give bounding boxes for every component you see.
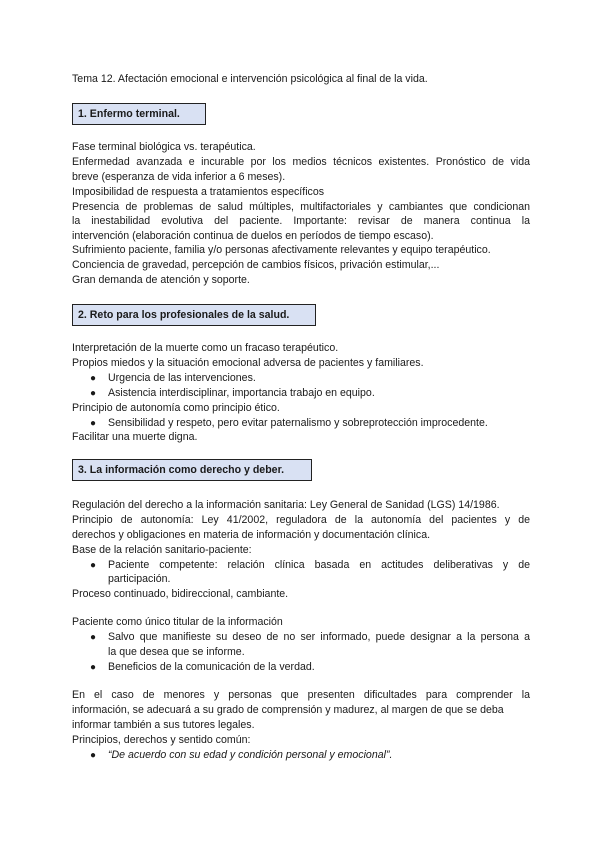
- bullet-icon: ●: [90, 632, 97, 643]
- paragraph-line: Principio de autonomía: Ley 41/2002, reguladora de la autonomía del pacientes y de: [72, 514, 530, 526]
- section-heading-reto-profesionales: 2. Reto para los profesionales de la salud.: [72, 304, 316, 326]
- bullet-icon: ●: [90, 662, 97, 673]
- paragraph-line: información, se adecuará a su grado de comprensión y madurez, al margen de que se deba: [72, 704, 504, 716]
- bullet-item: Urgencia de las intervenciones.: [108, 372, 256, 384]
- paragraph-line: Proceso continuado, bidireccional, cambiante.: [72, 588, 289, 600]
- paragraph-line: intervención (elaboración continua de duelos en períodos de tiempo escaso).: [72, 230, 434, 242]
- section-heading-enfermo-terminal: 1. Enfermo terminal.: [72, 103, 206, 125]
- paragraph-line: Paciente como único titular de la información: [72, 616, 283, 628]
- paragraph-line: Enfermedad avanzada e incurable por los medios técnicos existentes. Pronóstico de vida: [72, 156, 530, 168]
- paragraph-line: informar también a sus tutores legales.: [72, 719, 255, 731]
- document-title: Tema 12. Afectación emocional e intervención psicológica al final de la vida.: [72, 73, 428, 85]
- bullet-icon: ●: [90, 373, 97, 384]
- paragraph-line: Propios miedos y la situación emocional adversa de pacientes y familiares.: [72, 357, 424, 369]
- paragraph-line: derechos y obligaciones en materia de información y documentación clínica.: [72, 529, 431, 541]
- paragraph-line: Sufrimiento paciente, familia y/o personas afectivamente relevantes y equipo terapéutico.: [72, 244, 491, 256]
- paragraph-line: Imposibilidad de respuesta a tratamientos específicos: [72, 186, 325, 198]
- bullet-icon: ●: [90, 750, 97, 761]
- paragraph-line: Interpretación de la muerte como un fracaso terapéutico.: [72, 342, 339, 354]
- bullet-icon: ●: [90, 388, 97, 399]
- bullet-item: Paciente competente: relación clínica basada en actitudes deliberativas y de: [108, 559, 530, 571]
- bullet-item: Asistencia interdisciplinar, importancia trabajo en equipo.: [108, 387, 375, 399]
- bullet-item: Beneficios de la comunicación de la verdad.: [108, 661, 315, 673]
- paragraph-line: la inestabilidad evolutiva del paciente. Importante: revisar de manera continua la: [72, 215, 530, 227]
- bullet-item-quote: “De acuerdo con su edad y condición personal y emocional”.: [108, 749, 393, 761]
- section-heading-informacion: 3. La información como derecho y deber.: [72, 459, 312, 481]
- paragraph-line: Facilitar una muerte digna.: [72, 431, 198, 443]
- bullet-item-continuation: participación.: [108, 573, 171, 585]
- paragraph-line: Presencia de problemas de salud múltiples, multifactoriales y cambiantes que condicionan: [72, 201, 530, 213]
- bullet-item: Sensibilidad y respeto, pero evitar paternalismo y sobreprotección improcedente.: [108, 417, 488, 429]
- paragraph-line: Base de la relación sanitario-paciente:: [72, 544, 252, 556]
- bullet-item: Salvo que manifieste su deseo de no ser informado, puede designar a la persona a: [108, 631, 530, 643]
- paragraph-line: Regulación del derecho a la información sanitaria: Ley General de Sanidad (LGS) 14/1986.: [72, 499, 500, 511]
- bullet-icon: ●: [90, 560, 97, 571]
- paragraph-line: breve (esperanza de vida inferior a 6 meses).: [72, 171, 286, 183]
- paragraph-line: Principio de autonomía como principio ético.: [72, 402, 280, 414]
- paragraph-line: En el caso de menores y personas que presenten dificultades para comprender la: [72, 689, 530, 701]
- paragraph-line: Fase terminal biológica vs. terapéutica.: [72, 141, 256, 153]
- bullet-item-continuation: la que desea que se informe.: [108, 646, 245, 658]
- bullet-icon: ●: [90, 418, 97, 429]
- paragraph-line: Gran demanda de atención y soporte.: [72, 274, 250, 286]
- paragraph-line: Conciencia de gravedad, percepción de cambios físicos, privación estimular,...: [72, 259, 440, 271]
- paragraph-line: Principios, derechos y sentido común:: [72, 734, 251, 746]
